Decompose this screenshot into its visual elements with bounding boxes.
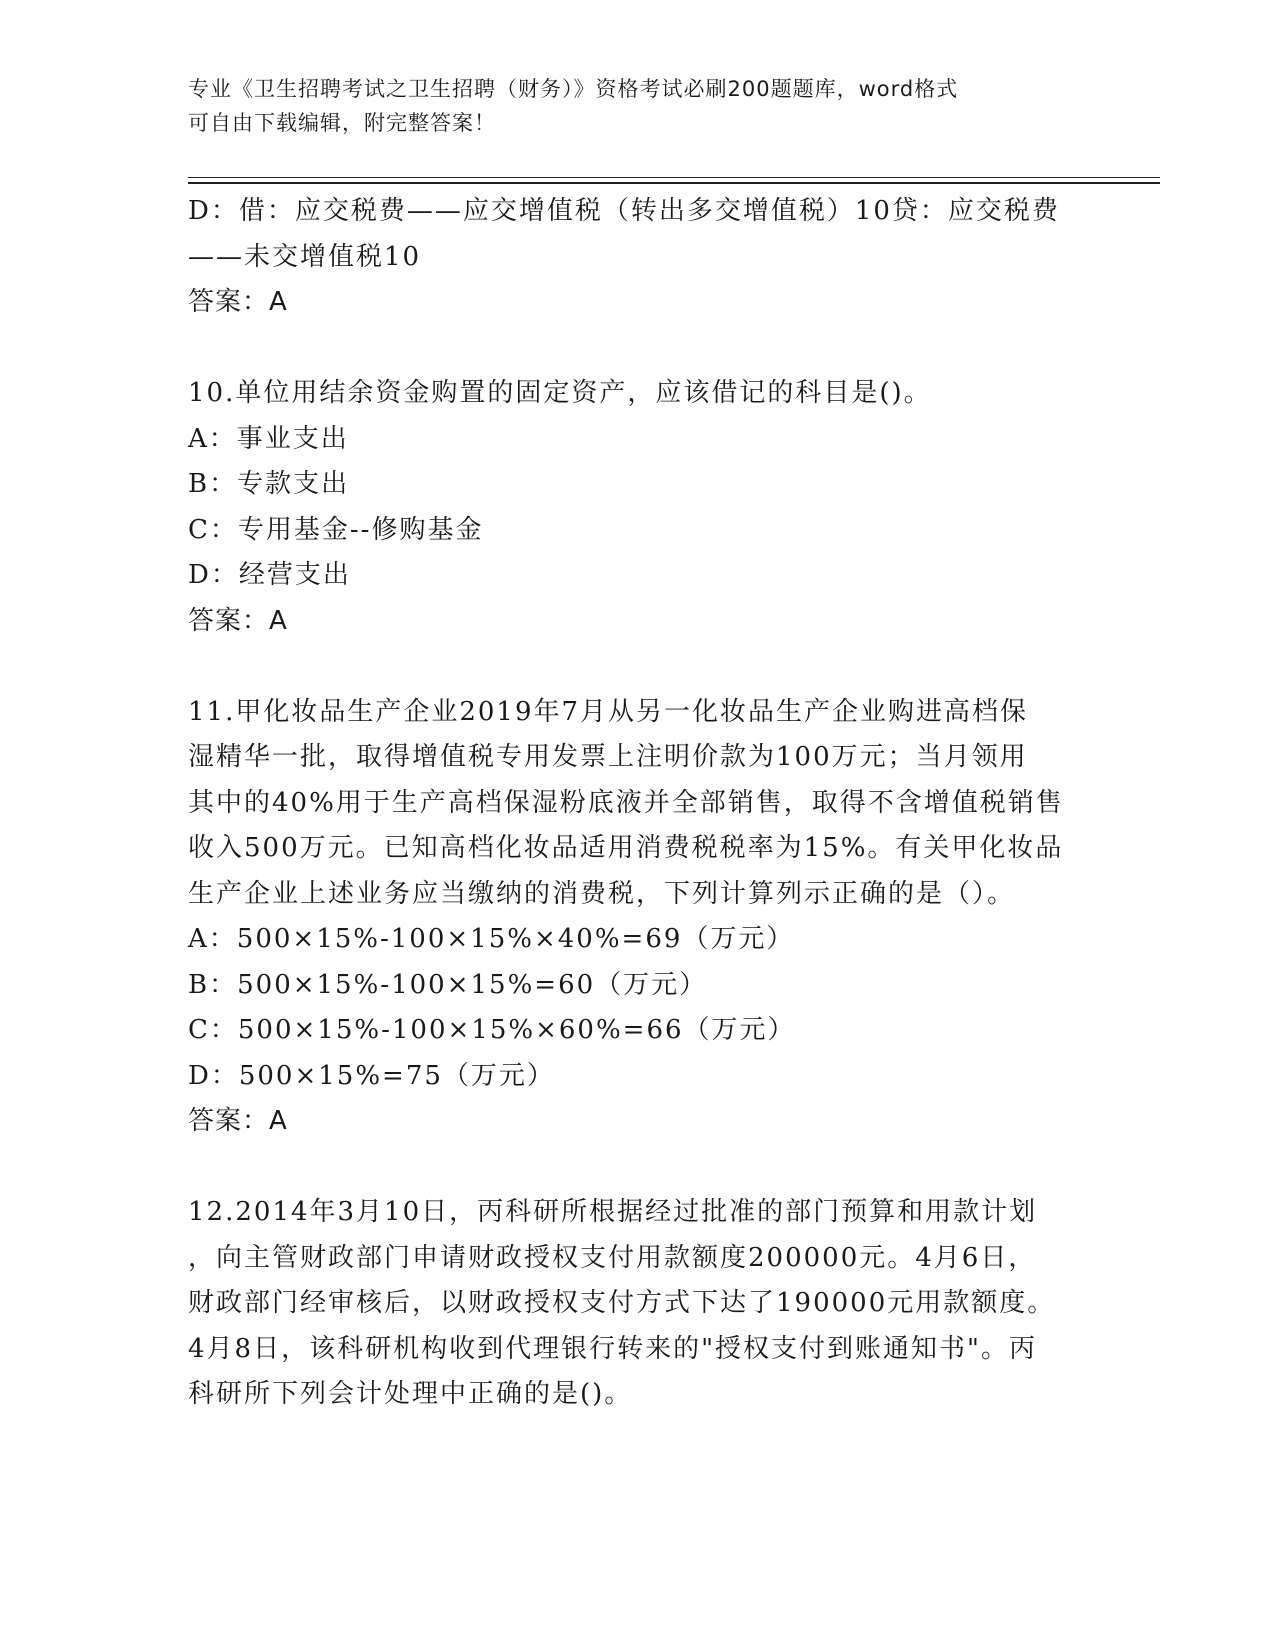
option-c: C：500×15%-100×15%×60%=66（万元） [188,1015,796,1045]
option-d: D：500×15%=75（万元） [188,1060,555,1091]
question-10 [188,371,1088,644]
option-c: C：专用基金--修购基金 [188,514,484,545]
option-d-line-1: D：借：应交税费——应交增值税（转出多交增值税）10贷：应交税费 [188,196,1060,226]
answer: 答案：A [188,605,288,636]
question-stem-line: 生产企业上述业务应当缴纳的消费税，下列计算列示正确的是（）。 [188,878,1016,909]
question-11 [188,690,1088,1145]
document-header [188,72,1078,140]
option-a: A：事业支出 [188,423,349,454]
spacer [188,326,1088,372]
header-divider-thick [188,182,1160,184]
option-d-line-2: ——未交增值税10 [188,241,422,272]
question-stem-line: 收入500万元。已知高档化妆品适用消费税税率为15%。有关甲化妆品 [188,833,1064,863]
header-line-1: 专业《卫生招聘考试之卫生招聘（财务）》资格考试必刷200题题库，word格式 [188,77,959,101]
option-b: B：500×15%-100×15%=60（万元） [188,969,708,1000]
option-d: D：经营支出 [188,560,351,590]
spacer [188,1145,1088,1191]
spacer [188,644,1088,690]
header-divider-thin [188,177,1160,178]
header-line-2: 可自由下载编辑，附完整答案！ [188,111,496,135]
question-stem: 10.单位用结余资金购置的固定资产，应该借记的科目是()。 [188,378,932,408]
question-9-tail [188,189,1088,326]
question-12 [188,1190,1088,1418]
question-stem-line: 湿精华一批，取得增值税专用发票上注明价款为100万元；当月领用 [188,742,1028,772]
question-stem-line: 4月8日，该科研机构收到代理银行转来的"授权支付到账通知书"。丙 [188,1333,1038,1364]
question-stem-line: 财政部门经审核后，以财政授权支付方式下达了190000元用款额度。 [188,1288,1056,1318]
document-body [188,189,1088,1418]
question-stem-line: 12.2014年3月10日，丙科研所根据经过批准的部门预算和用款计划 [188,1197,1038,1227]
option-b: B：专款支出 [188,469,350,499]
answer: 答案：A [188,287,288,317]
question-stem-line: ，向主管财政部门申请财政授权支付用款额度200000元。4月6日， [188,1242,1037,1273]
question-stem-line: 11.甲化妆品生产企业2019年7月从另一化妆品生产企业购进高档保 [188,696,1029,727]
answer: 答案：A [188,1106,288,1136]
option-a: A：500×15%-100×15%×40%=69（万元） [188,924,795,954]
question-stem-line: 科研所下列会计处理中正确的是()。 [188,1379,633,1409]
question-stem-line: 其中的40%用于生产高档保湿粉底液并全部销售，取得不含增值税销售 [188,787,1064,818]
